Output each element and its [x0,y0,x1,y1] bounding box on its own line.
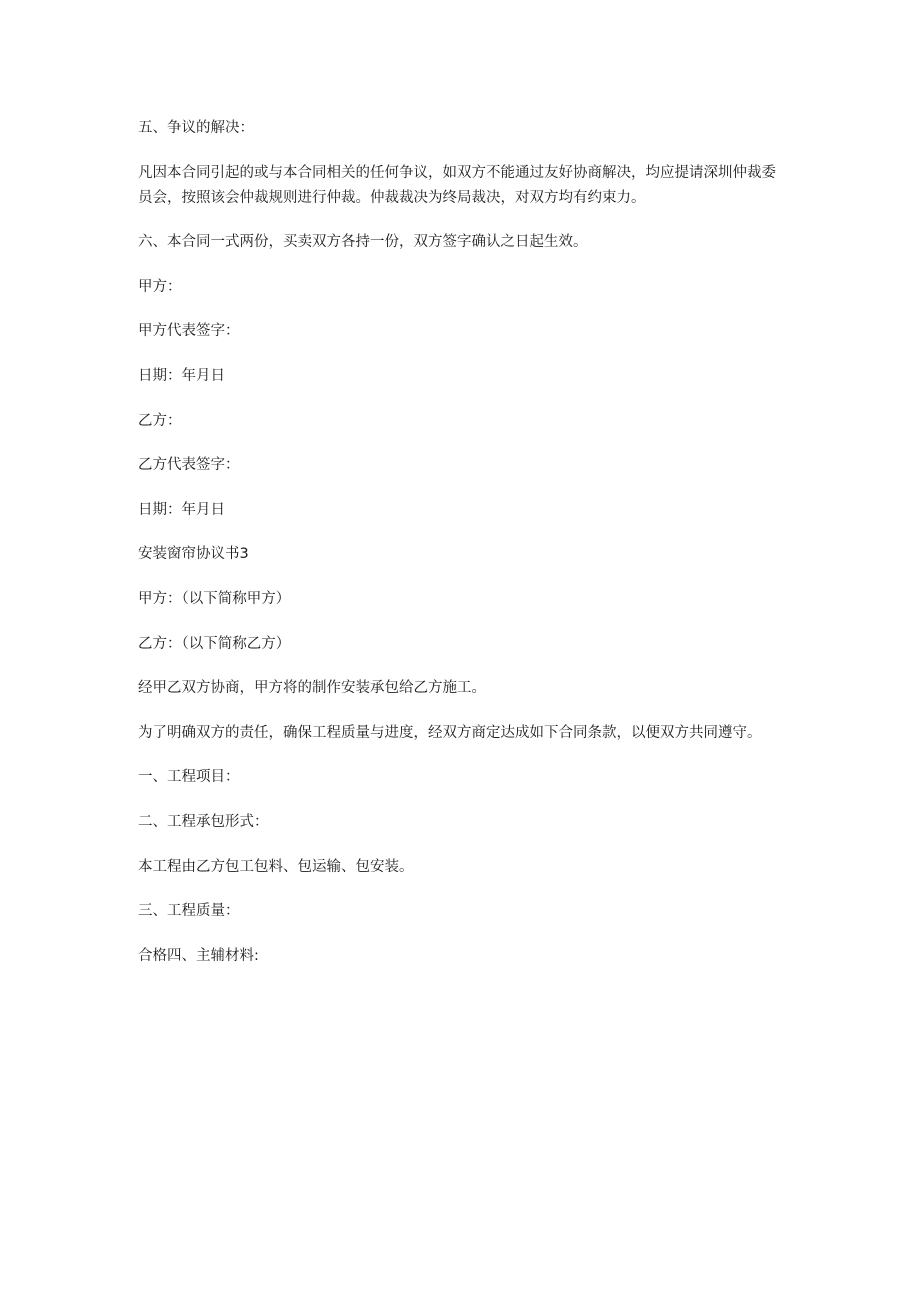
contract-form-text: 本工程由乙方包工包料、包运输、包安装。 [138,858,414,875]
section-heading-contract-form: 二、工程承包形式： [138,813,269,830]
party-b-date-label: 日期：年月日 [138,501,225,518]
party-b-signature-label: 乙方代表签字： [138,457,240,474]
party-b-intro: 乙方：（以下简称乙方） [138,635,291,652]
party-a-date-label: 日期：年月日 [138,367,225,384]
section-heading-copies: 六、本合同一式两份，买卖双方各持一份，双方签字确认之日起生效。 [138,234,588,251]
dispute-clause-text: 凡因本合同引起的或与本合同相关的任何争议，如双方不能通过友好协商解决，均应提请深圳仲裁委员会，按照该会仲裁规则进行仲裁。仲裁裁决为终局裁决，对双方均有约束力。 [138,164,776,206]
section-heading-dispute: 五、争议的解决： [138,120,254,136]
agreement-purpose: 为了明确双方的责任，确保工程质量与进度，经双方商定达成如下合同条款，以便双方共同遵守。 [138,724,762,741]
agreement-preamble: 经甲乙双方协商，甲方将的制作安装承包给乙方施工。 [138,680,486,697]
party-a-intro: 甲方：（以下简称甲方） [138,590,291,607]
section-heading-quality: 三、工程质量： [138,903,240,920]
party-b-label: 乙方： [138,412,182,429]
party-a-label: 甲方： [138,278,182,295]
section-heading-project: 一、工程项目： [138,769,240,786]
document-body [138,116,778,988]
agreement-title: 安装窗帘协议书3 [138,546,249,563]
party-a-signature-label: 甲方代表签字： [138,323,240,340]
section-heading-materials: 合格四、主辅材料: [138,947,259,964]
